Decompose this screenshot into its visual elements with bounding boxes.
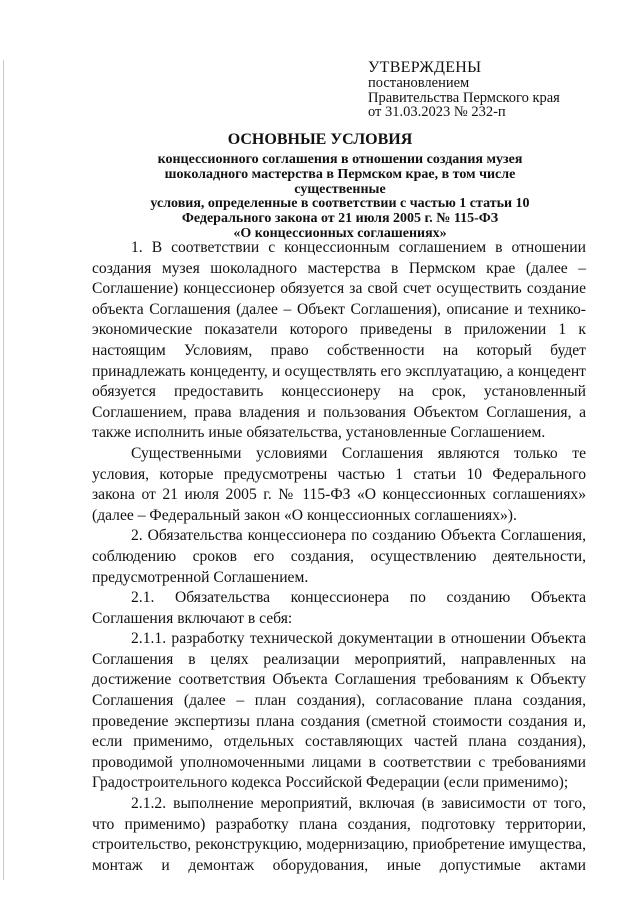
paragraph: 2. Обязательства концессионера по созданию Объекта Соглашения, соблюдению сроков его создания, осуществлению деятельности, предусмотренной Соглашением. bbox=[92, 527, 586, 586]
approval-stamp bbox=[368, 60, 618, 120]
approval-line: Правительства Пермского края bbox=[368, 89, 560, 106]
approval-line: постановлением bbox=[368, 75, 470, 91]
document-body bbox=[92, 238, 586, 876]
paragraph: 1. В соответствии с концессионным соглашением в отношении создания музея шоколадного мастерства в Пермском крае (далее – Соглашение) концессионер обязуется за свой счет осуществить создание объекта Соглашения (далее – Объект Соглашения), описание и технико-экономические показатели которого приведены в приложении 1 к настоящим Условиям, право собственности на который будет принадлежать концеденту, и осуществлять его эксплуатацию, а концедент обязуется предоставить концессионеру на срок, установленный Соглашением, права владения и пользования Объектом Соглашения, а также исполнить иные обязательства, установленные Соглашением. bbox=[92, 239, 586, 442]
approval-line: от 31.03.2023 № 232-п bbox=[368, 104, 506, 120]
paragraph: 2.1.2. выполнение мероприятий, включая (в зависимости от того, что применимо) разработку плана создания, подготовку территории, строительство, реконструкцию, модернизацию, приобретение имущества, монтаж и демонтаж оборудования, иные допустимые актами bbox=[92, 795, 586, 874]
document-subtitle bbox=[130, 153, 550, 242]
document-title: ОСНОВНЫЕ УСЛОВИЯ bbox=[227, 131, 413, 148]
page-edge-line bbox=[3, 60, 4, 880]
subtitle-line: концессионного соглашения в отношении создания музея bbox=[157, 152, 523, 167]
paragraph: Существенными условиями Соглашения являются только те условия, которые предусмотрены частью 1 статьи 10 Федерального закона от 21 июля 2005 г. № 115-ФЗ «О концессионных соглашениях» (далее – Федеральный закон «О концессионных соглашениях»). bbox=[92, 444, 586, 524]
approval-heading: УТВЕРЖДЕНЫ bbox=[368, 59, 482, 76]
subtitle-line: Федерального закона от 21 июля 2005 г. № 115-ФЗ bbox=[181, 211, 499, 227]
paragraph: 2.1. Обязательства концессионера по созданию Объекта Соглашения включают в себя: bbox=[92, 589, 586, 627]
subtitle-line: условия, определенные в соответствии с частью 1 статьи 10 bbox=[150, 196, 530, 212]
subtitle-line: шоколадного мастерства в Пермском крае, в том числе существенные bbox=[164, 166, 516, 197]
subtitle-line: «О концессионных соглашениях» bbox=[233, 225, 447, 241]
paragraph: 2.1.1. разработку технической документации в отношении Объекта Соглашения в целях реализации мероприятий, направленных на достижение соответствия Объекта Соглашения требованиям к Объекту Соглашения (далее – план создания), согласование плана создания, проведение экспертизы плана создания (сметной стоимости создания и, если применимо, отдельных составляющих частей плана создания), проводимой уполномоченными лицами в соответствии с требованиями Градостроительного кодекса Российской Федерации (если применимо); bbox=[92, 630, 586, 792]
